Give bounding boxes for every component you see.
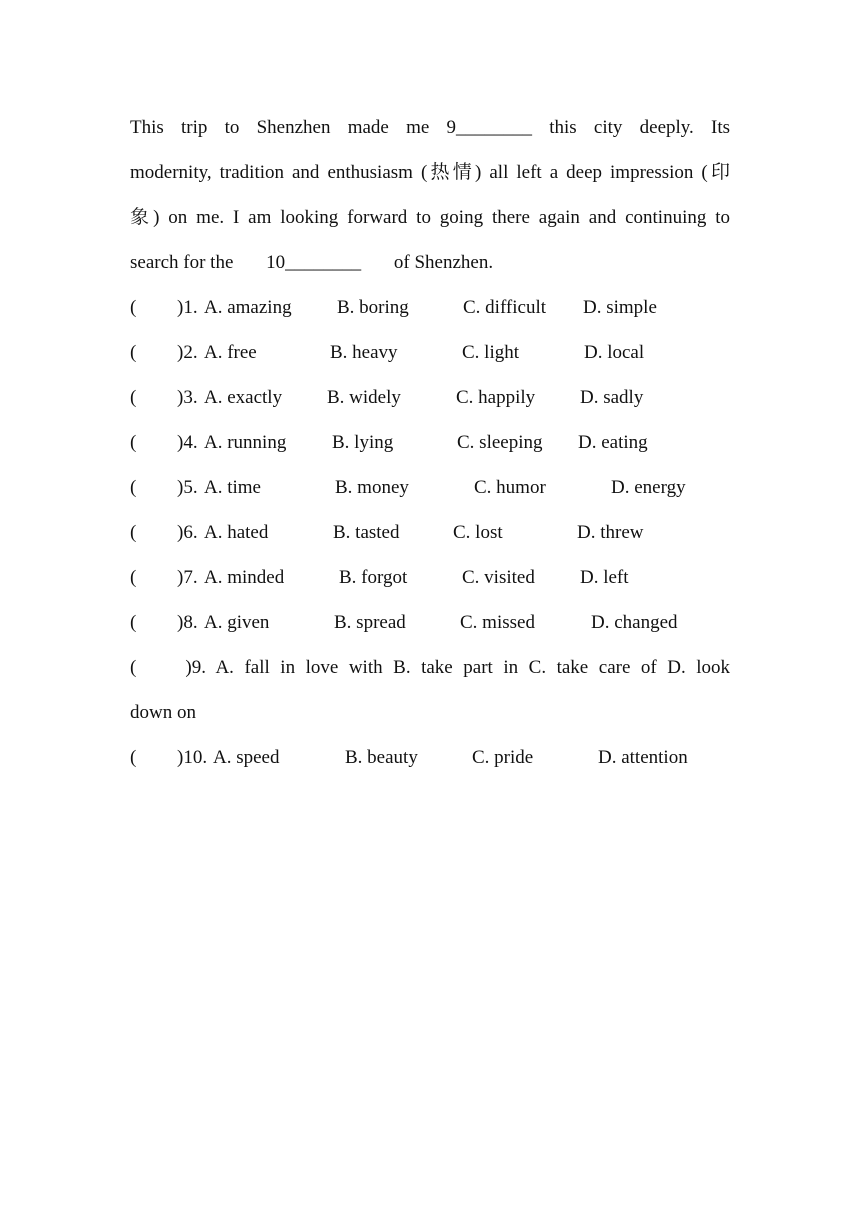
answer-bracket[interactable]: (	[130, 657, 137, 678]
passage-line-1	[130, 105, 730, 150]
blank-10: 10________	[266, 252, 362, 273]
question-number: )3.	[177, 387, 198, 408]
answer-bracket[interactable]: (	[130, 612, 137, 633]
answer-bracket[interactable]: (	[130, 747, 137, 768]
option-b: B. tasted	[333, 522, 400, 543]
question-number: )7.	[177, 567, 198, 588]
option-d: D. look	[667, 657, 731, 678]
passage-line-2	[130, 150, 730, 195]
option-c: C. pride	[472, 747, 534, 768]
question-number: )9.	[185, 657, 206, 678]
question-9-continued	[130, 690, 196, 735]
option-b: B. forgot	[339, 567, 408, 588]
cloze-passage	[130, 105, 730, 285]
option-d: D. threw	[577, 522, 644, 543]
option-a: A. fall in love with	[215, 657, 383, 678]
answer-bracket[interactable]: (	[130, 342, 137, 363]
option-d: D. local	[584, 342, 645, 363]
question-number: )6.	[177, 522, 198, 543]
option-c: C. sleeping	[457, 432, 543, 453]
option-d: D. energy	[611, 477, 686, 498]
passage-line-4	[130, 240, 730, 285]
option-a: A. minded	[204, 567, 285, 588]
answer-bracket[interactable]: (	[130, 387, 137, 408]
option-c: C. missed	[460, 612, 535, 633]
question-number: )10.	[177, 747, 208, 768]
option-c: C. humor	[474, 477, 546, 498]
option-d: D. sadly	[580, 387, 644, 408]
option-d: D. changed	[591, 612, 678, 633]
option-b: B. spread	[334, 612, 406, 633]
question-number: )1.	[177, 297, 198, 318]
option-b: B. widely	[327, 387, 401, 408]
option-c: C. light	[462, 342, 520, 363]
option-c: C. visited	[462, 567, 535, 588]
option-a: A. hated	[204, 522, 269, 543]
option-a: A. exactly	[204, 387, 283, 408]
passage-text: search for the	[130, 252, 234, 273]
answer-bracket[interactable]: (	[130, 432, 137, 453]
option-c: C. lost	[453, 522, 503, 543]
option-d-continued: down on	[130, 702, 196, 723]
passage-text: this city deeply. Its	[549, 117, 731, 138]
option-c: C. take care of	[528, 657, 657, 678]
option-d: D. left	[580, 567, 629, 588]
passage-text: modernity, tradition and enthusiasm (热情) all left a deep impression (印	[130, 162, 730, 183]
option-b: B. heavy	[330, 342, 398, 363]
answer-bracket[interactable]: (	[130, 522, 137, 543]
option-b: B. boring	[337, 297, 409, 318]
option-a: A. given	[204, 612, 270, 633]
question-number: )8.	[177, 612, 198, 633]
option-a: A. free	[204, 342, 257, 363]
passage-line-3	[130, 195, 730, 240]
option-d: D. attention	[598, 747, 688, 768]
answer-bracket[interactable]: (	[130, 567, 137, 588]
option-b: B. beauty	[345, 747, 418, 768]
question-number: )5.	[177, 477, 198, 498]
question-number: )2.	[177, 342, 198, 363]
option-c: C. happily	[456, 387, 536, 408]
answer-bracket[interactable]: (	[130, 297, 137, 318]
option-a: A. time	[204, 477, 261, 498]
passage-text: This trip to Shenzhen made me	[130, 117, 430, 138]
answer-bracket[interactable]: (	[130, 477, 137, 498]
option-c: C. difficult	[463, 297, 547, 318]
option-a: A. amazing	[204, 297, 292, 318]
question-9	[130, 645, 730, 690]
option-d: D. simple	[583, 297, 657, 318]
passage-text: of Shenzhen.	[393, 252, 494, 273]
passage-text: 象) on me. I am looking forward to going there again and continuing to	[130, 207, 730, 228]
option-a: A. running	[204, 432, 287, 453]
option-a: A. speed	[213, 747, 280, 768]
option-d: D. eating	[578, 432, 648, 453]
blank-9: 9________	[446, 117, 533, 138]
option-b: B. lying	[332, 432, 394, 453]
question-number: )4.	[177, 432, 198, 453]
option-b: B. take part in	[393, 657, 519, 678]
option-b: B. money	[335, 477, 409, 498]
